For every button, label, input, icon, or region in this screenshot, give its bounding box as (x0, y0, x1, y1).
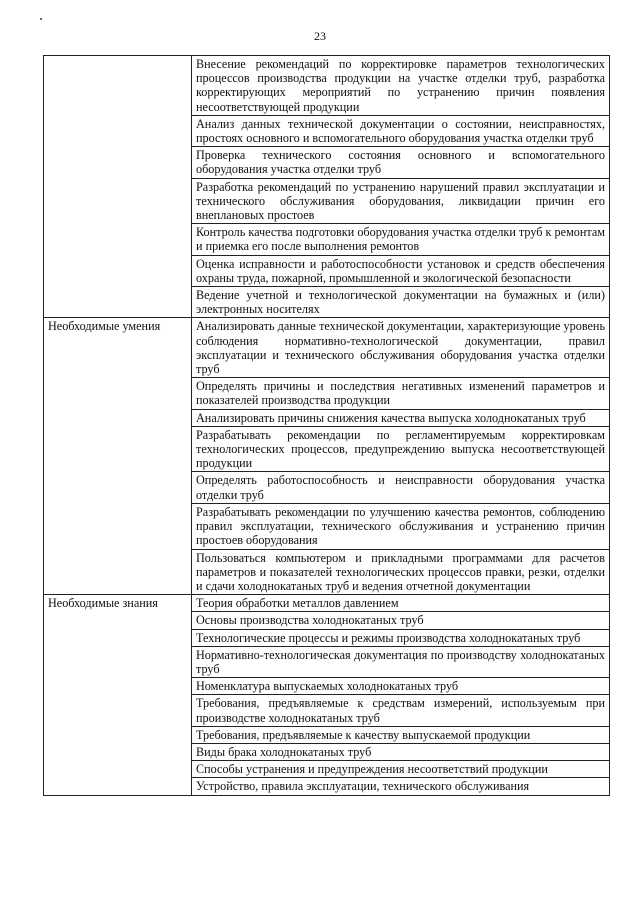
table-row (44, 318, 610, 378)
page-number: 23 (314, 29, 326, 43)
table-body (44, 56, 610, 796)
section-label-empty (44, 56, 192, 318)
section-item: Анализ данных технической документации о состоянии, неисправностях, простоях основного и вспомогательного оборудования участка отделки труб (192, 115, 610, 146)
section-item: Пользоваться компьютером и прикладными программами для расчетов параметров и показателей технологических процессов правки, резки, отделки и сдачи холоднокатаных труб и ведения отчетной документации (192, 549, 610, 595)
section-item: Разрабатывать рекомендации по регламентируемым корректировкам технологических процессов, предупреждению выпуска несоответствующей продукции (192, 426, 610, 472)
section-item: Разработка рекомендаций по устранению нарушений правил эксплуатации и технического обслуживания оборудования, ликвидации причин его внеплановых простоев (192, 178, 610, 224)
section-item: Определять работоспособность и неисправности оборудования участка отделки труб (192, 472, 610, 503)
section-item: Номенклатура выпускаемых холоднокатаных труб (192, 678, 610, 695)
section-item: Проверка технического состояния основного и вспомогательного оборудования участка отделки труб (192, 147, 610, 178)
section-item: Нормативно-технологическая документация по производству холоднокатаных труб (192, 646, 610, 677)
table-row (44, 56, 610, 116)
section-label: Необходимые знания (44, 595, 192, 795)
section-item: Основы производства холоднокатаных труб (192, 612, 610, 629)
section-item: Оценка исправности и работоспособности установок и средств обеспечения охраны труда, пожарной, промышленной и экологической безопасности (192, 255, 610, 286)
section-item: Требования, предъявляемые к качеству выпускаемой продукции (192, 726, 610, 743)
section-item: Анализировать причины снижения качества выпуска холоднокатаных труб (192, 409, 610, 426)
section-item: Определять причины и последствия негативных изменений параметров и показателей производства продукции (192, 378, 610, 409)
section-item: Технологические процессы и режимы производства холоднокатаных труб (192, 629, 610, 646)
section-item: Способы устранения и предупреждения несоответствий продукции (192, 761, 610, 778)
section-label: Необходимые умения (44, 318, 192, 595)
competency-table (43, 55, 610, 796)
section-item: Контроль качества подготовки оборудования участка отделки труб к ремонтам и приемка его после выполнения ремонтов (192, 224, 610, 255)
section-item: Анализировать данные технической документации, характеризующие уровень соблюдения нормативно-технологической документации, правил эксплуатации и технического обслуживания оборудования участка отделки труб (192, 318, 610, 378)
section-item: Теория обработки металлов давлением (192, 595, 610, 612)
section-item: Внесение рекомендаций по корректировке параметров технологических процессов производства продукции на участке отделки труб, разработка корректирующих мероприятий по устранению причин появления несоответствующей продукции (192, 56, 610, 116)
scan-speck (40, 18, 42, 20)
table-row (44, 595, 610, 612)
section-item: Ведение учетной и технологической документации на бумажных и (или) электронных носителях (192, 287, 610, 318)
section-item: Устройство, правила эксплуатации, технического обслуживания (192, 778, 610, 795)
section-item: Разрабатывать рекомендации по улучшению качества ремонтов, соблюдению правил эксплуатации, технического обслуживания и устранению причин простоев оборудования (192, 503, 610, 549)
section-item: Виды брака холоднокатаных труб (192, 743, 610, 760)
section-item: Требования, предъявляемые к средствам измерений, используемым при производстве холоднокатаных труб (192, 695, 610, 726)
